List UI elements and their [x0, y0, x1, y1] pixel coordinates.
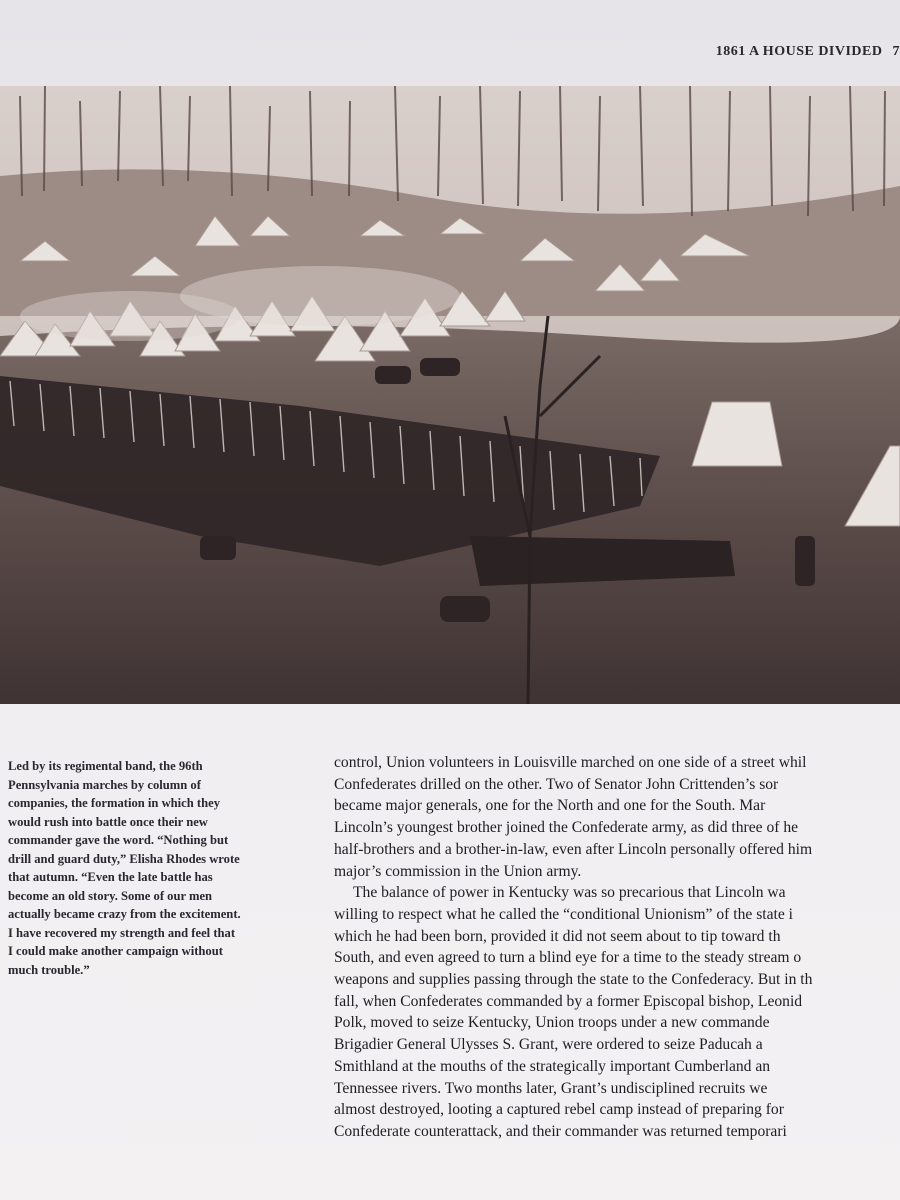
paragraph-2	[334, 882, 900, 1142]
caption-line: commander gave the word. “Nothing but	[8, 833, 229, 847]
body-text	[334, 752, 900, 1143]
text-line: willing to respect what he called the “conditional Unionism” of the state i	[334, 905, 794, 923]
text-line: became major generals, one for the North and one for the South. Mar	[334, 797, 766, 815]
text-line: The balance of power in Kentucky was so precarious that Lincoln wa	[353, 884, 786, 902]
text-line: South, and even agreed to turn a blind eye for a time to the steady stream o	[334, 949, 802, 967]
caption-line: drill and guard duty,” Elisha Rhodes wrote	[8, 851, 240, 866]
page-number: 7	[892, 44, 900, 59]
running-title: 1861 A HOUSE DIVIDED	[715, 44, 883, 59]
text-line: which he had been born, provided it did not seem about to tip toward th	[334, 927, 781, 945]
photo-caption	[8, 757, 290, 979]
text-line: Smithland at the mouths of the strategically important Cumberland an	[334, 1057, 771, 1075]
photo-illustration	[0, 86, 900, 704]
caption-line: I could make another campaign without	[8, 944, 223, 958]
text-line: weapons and supplies passing through the state to the Confederacy. But in th	[334, 971, 813, 989]
text-line: Brigadier General Ulysses S. Grant, were ordered to seize Paducah a	[334, 1036, 763, 1054]
text-line: fall, when Confederates commanded by a former Episcopal bishop, Leonid	[334, 992, 803, 1010]
caption-line: companies, the formation in which they	[8, 796, 220, 810]
text-line: major’s commission in the Union army.	[334, 862, 582, 880]
running-head	[0, 44, 900, 64]
caption-line: actually became crazy from the excitement.	[8, 907, 241, 921]
caption-line: that autumn. “Even the late battle has	[8, 870, 213, 884]
caption-line: become an old story. Some of our men	[8, 888, 213, 903]
text-line: Confederates drilled on the other. Two of Senator John Crittenden’s sor	[334, 775, 779, 793]
text-line: almost destroyed, looting a captured rebel camp instead of preparing for	[334, 1101, 784, 1119]
caption-line: would rush into battle once their new	[8, 814, 208, 829]
text-line: Lincoln’s youngest brother joined the Confederate army, as did three of he	[334, 819, 799, 837]
text-line: Confederate counterattack, and their commander was returned temporari	[334, 1122, 787, 1140]
paragraph-1	[334, 752, 900, 882]
caption-line: much trouble.”	[8, 962, 90, 977]
text-line: half-brothers and a brother-in-law, even after Lincoln personally offered him	[334, 840, 813, 858]
caption-line: Led by its regimental band, the 96th	[8, 759, 203, 773]
text-line: Tennessee rivers. Two months later, Grant’s undisciplined recruits we	[334, 1079, 768, 1097]
caption-line: Pennsylvania marches by column of	[8, 777, 201, 792]
caption-line: I have recovered my strength and feel that	[8, 925, 236, 940]
civil-war-camp-photograph	[0, 86, 900, 704]
text-line: control, Union volunteers in Louisville marched on one side of a street whil	[334, 754, 807, 771]
text-line: Polk, moved to seize Kentucky, Union troops under a new commande	[334, 1014, 770, 1032]
